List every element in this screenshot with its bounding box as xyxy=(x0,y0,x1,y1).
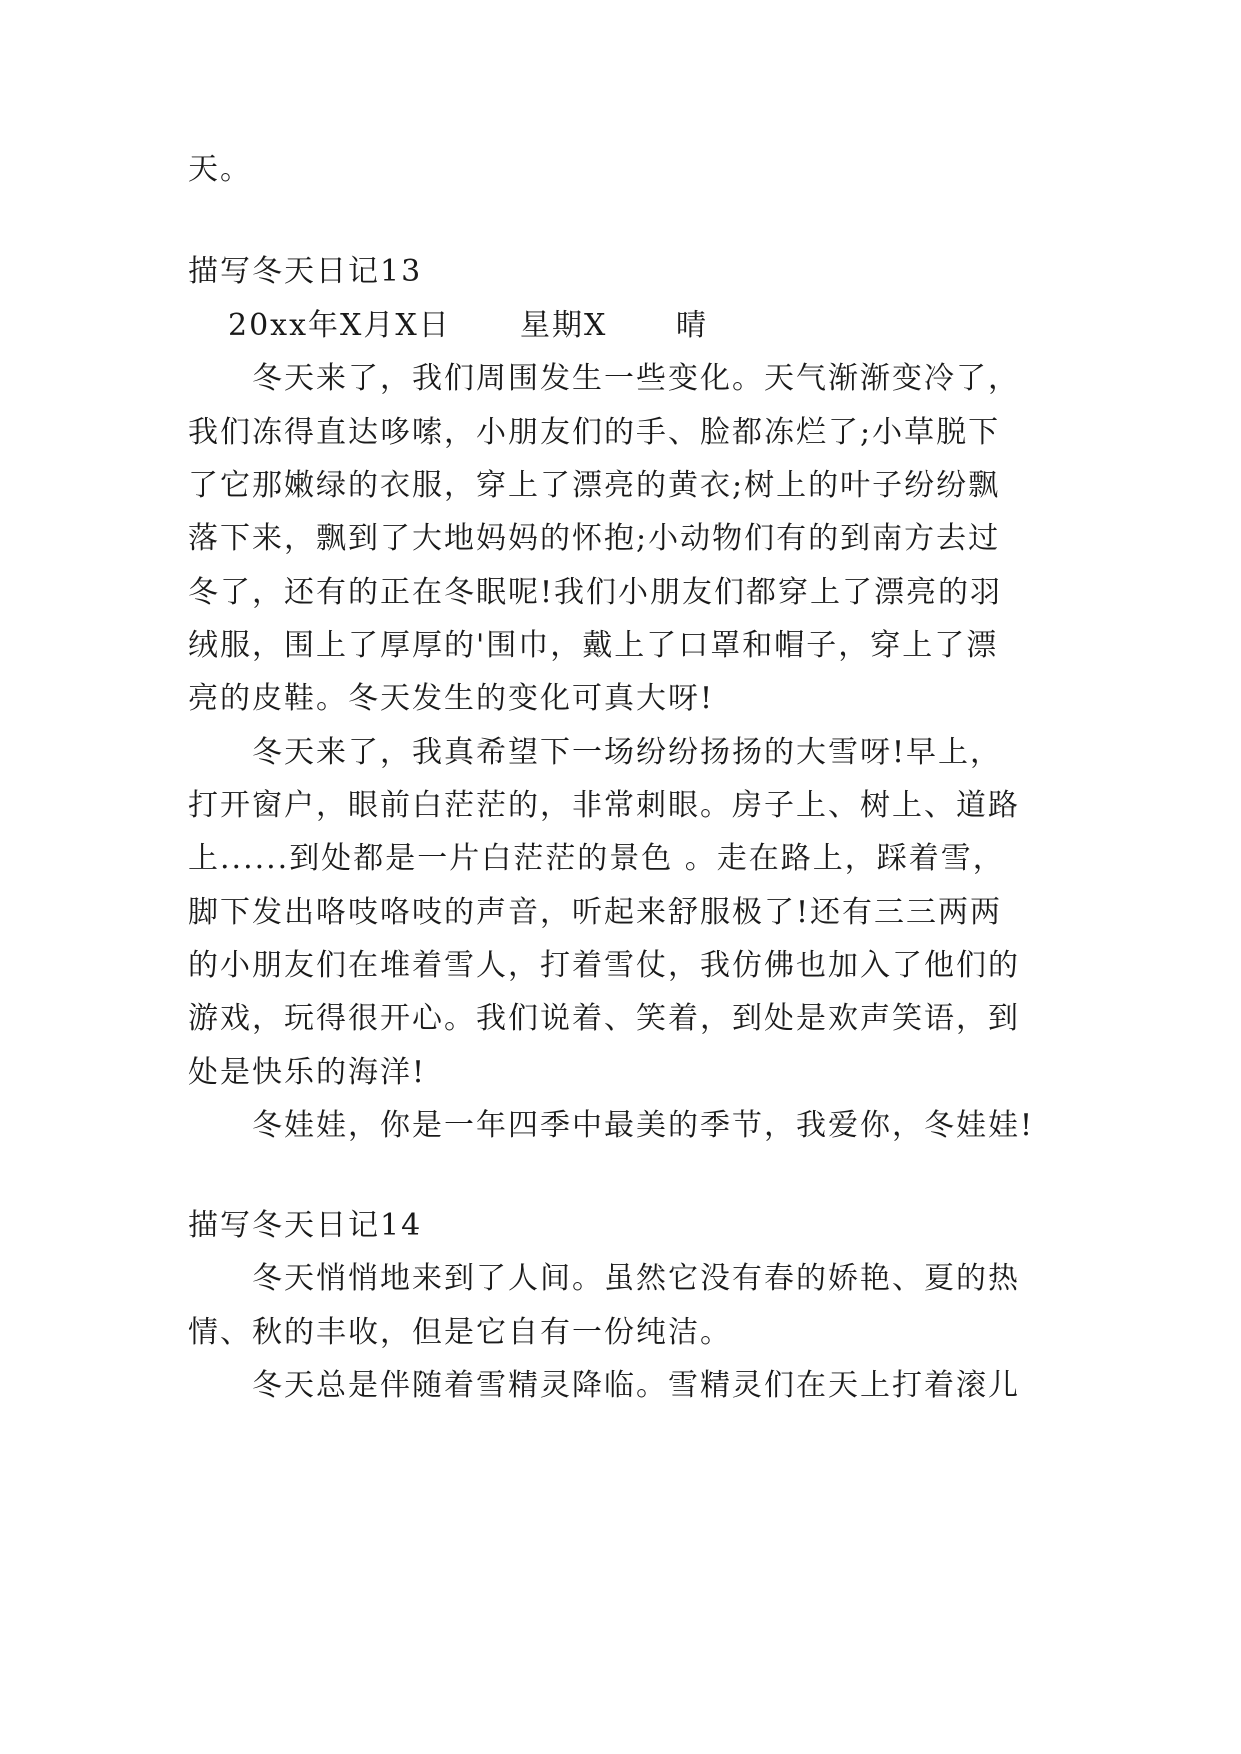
paragraph-line: 冬天悄悄地来到了人间。虽然它没有春的娇艳、夏的热 xyxy=(252,1261,1020,1296)
paragraph-line: 落下来，飘到了大地妈妈的怀抱;小动物们有的到南方去过 xyxy=(188,521,1001,556)
paragraph-line: 游戏，玩得很开心。我们说着、笑着，到处是欢声笑语，到 xyxy=(188,1001,1020,1036)
diary-weekday: 星期X xyxy=(520,308,608,343)
paragraph-line: 冬娃娃，你是一年四季中最美的季节，我爱你，冬娃娃! xyxy=(252,1108,1035,1143)
paragraph-line: 情、秋的丰收，但是它自有一份纯洁。 xyxy=(188,1315,732,1350)
paragraph-line: 打开窗户，眼前白茫茫的，非常刺眼。房子上、树上、道路 xyxy=(188,788,1020,823)
paragraph-line: 上......到处都是一片白茫茫的景色 。走在路上，踩着雪， xyxy=(188,841,1005,876)
paragraph-line: 冬天来了，我们周围发生一些变化。天气渐渐变冷了， xyxy=(252,361,1020,396)
paragraph-line: 冬天来了，我真希望下一场纷纷扬扬的大雪呀!早上， xyxy=(252,735,1003,770)
section-title-14: 描写冬天日记14 xyxy=(188,1208,423,1243)
paragraph-line: 脚下发出咯吱咯吱的声音，听起来舒服极了!还有三三两两 xyxy=(188,895,1003,930)
section-title-13: 描写冬天日记13 xyxy=(188,254,423,289)
diary-date: 20xx年X月X日 xyxy=(228,308,451,343)
paragraph-line: 的小朋友们在堆着雪人，打着雪仗，我仿佛也加入了他们的 xyxy=(188,948,1020,983)
paragraph-line: 了它那嫩绿的衣服，穿上了漂亮的黄衣;树上的叶子纷纷飘 xyxy=(188,468,1001,503)
paragraph-line: 处是快乐的海洋! xyxy=(188,1055,427,1090)
previous-section-tail: 天。 xyxy=(188,152,252,187)
paragraph-line: 绒服，围上了厚厚的'围巾，戴上了口罩和帽子，穿上了漂 xyxy=(188,628,999,663)
paragraph-line: 我们冻得直达哆嗦，小朋友们的手、脸都冻烂了;小草脱下 xyxy=(188,415,1001,450)
diary-weather: 晴 xyxy=(676,308,708,343)
paragraph-line: 亮的皮鞋。冬天发生的变化可真大呀! xyxy=(188,681,715,716)
paragraph-line: 冬天总是伴随着雪精灵降临。雪精灵们在天上打着滚儿 xyxy=(252,1368,1020,1403)
paragraph-line: 冬了，还有的正在冬眠呢!我们小朋友们都穿上了漂亮的羽 xyxy=(188,575,1003,610)
